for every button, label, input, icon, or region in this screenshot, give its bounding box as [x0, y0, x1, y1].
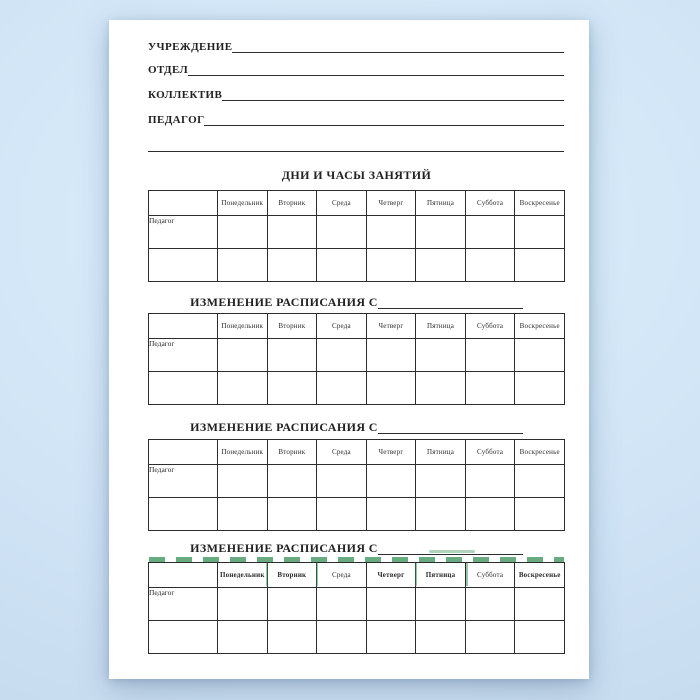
day-header-monday: Понедельник [218, 191, 268, 216]
day-header-sunday: Воскресенье [515, 314, 565, 339]
field-teacher [148, 113, 564, 126]
teacher-row-label: Педагог [149, 588, 218, 621]
day-header-friday: Пятница [416, 563, 466, 588]
empty-cell [218, 498, 268, 531]
section-title-change-3-text: ИЗМЕНЕНИЕ РАСПИСАНИЯ С [190, 541, 378, 555]
empty-cell [465, 621, 515, 654]
empty-cell [218, 588, 268, 621]
table-row [149, 465, 565, 498]
field-extra [148, 139, 564, 152]
table-row [149, 588, 565, 621]
empty-cell [465, 339, 515, 372]
section-title-change-3 [148, 542, 565, 555]
empty-cell [515, 372, 565, 405]
field-department-label: ОТДЕЛ [148, 64, 189, 76]
field-institution-line [232, 39, 564, 53]
empty-cell [515, 339, 565, 372]
empty-cell [218, 465, 268, 498]
corner-cell [149, 440, 218, 465]
section-title-days-hours [148, 169, 565, 182]
empty-cell [267, 249, 317, 282]
empty-cell [465, 498, 515, 531]
empty-cell [515, 465, 565, 498]
field-department [148, 63, 564, 76]
field-collective-label: КОЛЛЕКТИВ [148, 89, 223, 101]
watermark-tick [415, 563, 417, 586]
section-title-change-2-line [378, 423, 523, 434]
day-header-saturday: Суббота [465, 191, 515, 216]
day-header-tuesday: Вторник [267, 563, 317, 588]
empty-cell [218, 249, 268, 282]
field-collective [148, 88, 564, 101]
empty-cell [317, 339, 367, 372]
day-header-tuesday: Вторник [267, 314, 317, 339]
empty-cell [317, 621, 367, 654]
form-sheet [109, 20, 589, 679]
teacher-row-label: Педагог [149, 339, 218, 372]
empty-cell [465, 465, 515, 498]
empty-cell [416, 339, 466, 372]
table-row [149, 563, 565, 588]
empty-cell [416, 498, 466, 531]
table-row [149, 314, 565, 339]
day-header-friday: Пятница [416, 314, 466, 339]
empty-cell [366, 339, 416, 372]
empty-cell [267, 498, 317, 531]
field-institution-label: УЧРЕЖДЕНИЕ [148, 41, 233, 53]
day-header-wednesday: Среда [317, 191, 367, 216]
empty-cell [267, 339, 317, 372]
empty-cell [366, 621, 416, 654]
schedule-table-3 [148, 439, 565, 531]
empty-cell [515, 249, 565, 282]
day-header-wednesday: Среда [317, 314, 367, 339]
day-header-thursday: Четверг [366, 563, 416, 588]
schedule-table-1 [148, 190, 565, 282]
empty-cell [218, 372, 268, 405]
empty-cell [317, 588, 367, 621]
field-extra-line [148, 138, 564, 152]
empty-cell [366, 249, 416, 282]
empty-cell [267, 465, 317, 498]
watermark-dashes [149, 557, 564, 562]
day-header-thursday: Четверг [366, 440, 416, 465]
schedule-table-2 [148, 313, 565, 405]
empty-cell [149, 621, 218, 654]
empty-cell [218, 339, 268, 372]
table-row [149, 249, 565, 282]
table-row [149, 216, 565, 249]
schedule-table-4 [148, 562, 565, 654]
day-header-monday: Понедельник [218, 563, 268, 588]
table-row [149, 621, 565, 654]
empty-cell [416, 372, 466, 405]
table-row [149, 339, 565, 372]
empty-cell [416, 465, 466, 498]
corner-cell [149, 563, 218, 588]
teacher-row-label: Педагог [149, 465, 218, 498]
empty-cell [218, 216, 268, 249]
section-title-change-2 [148, 421, 565, 434]
empty-cell [416, 249, 466, 282]
empty-cell [317, 498, 367, 531]
day-header-monday: Понедельник [218, 440, 268, 465]
empty-cell [416, 621, 466, 654]
empty-cell [366, 465, 416, 498]
section-title-change-1-text: ИЗМЕНЕНИЕ РАСПИСАНИЯ С [190, 295, 378, 309]
corner-cell [149, 314, 218, 339]
empty-cell [149, 498, 218, 531]
empty-cell [515, 216, 565, 249]
day-header-saturday: Суббота [465, 314, 515, 339]
day-header-sunday: Воскресенье [515, 440, 565, 465]
field-collective-line [222, 87, 564, 101]
section-title-days-hours-text: ДНИ И ЧАСЫ ЗАНЯТИЙ [281, 168, 432, 182]
empty-cell [366, 498, 416, 531]
empty-cell [366, 372, 416, 405]
empty-cell [366, 588, 416, 621]
field-institution [148, 40, 564, 53]
field-teacher-line [204, 112, 564, 126]
day-header-friday: Пятница [416, 440, 466, 465]
day-header-saturday: Суббота [465, 440, 515, 465]
watermark-smudge [429, 550, 475, 553]
empty-cell [267, 621, 317, 654]
empty-cell [149, 372, 218, 405]
empty-cell [317, 249, 367, 282]
empty-cell [218, 621, 268, 654]
day-header-thursday: Четверг [366, 314, 416, 339]
section-title-change-2-text: ИЗМЕНЕНИЕ РАСПИСАНИЯ С [190, 420, 378, 434]
empty-cell [317, 372, 367, 405]
watermark-tick [316, 563, 318, 586]
day-header-tuesday: Вторник [267, 440, 317, 465]
day-header-sunday: Воскресенье [515, 563, 565, 588]
empty-cell [317, 465, 367, 498]
day-header-tuesday: Вторник [267, 191, 317, 216]
table-row [149, 191, 565, 216]
field-department-line [188, 62, 564, 76]
empty-cell [416, 216, 466, 249]
day-header-saturday: Суббота [465, 563, 515, 588]
empty-cell [267, 588, 317, 621]
empty-cell [465, 216, 515, 249]
day-header-wednesday: Среда [317, 563, 367, 588]
day-header-monday: Понедельник [218, 314, 268, 339]
empty-cell [267, 216, 317, 249]
table-row [149, 498, 565, 531]
section-title-change-1-line [378, 298, 523, 309]
table-row [149, 440, 565, 465]
empty-cell [317, 216, 367, 249]
table-row [149, 372, 565, 405]
empty-cell [515, 588, 565, 621]
day-header-sunday: Воскресенье [515, 191, 565, 216]
empty-cell [515, 621, 565, 654]
watermark-tick [266, 563, 268, 586]
corner-cell [149, 191, 218, 216]
teacher-row-label: Педагог [149, 216, 218, 249]
day-header-friday: Пятница [416, 191, 466, 216]
empty-cell [416, 588, 466, 621]
field-teacher-label: ПЕДАГОГ [148, 114, 205, 126]
day-header-wednesday: Среда [317, 440, 367, 465]
section-title-change-1 [148, 296, 565, 309]
empty-cell [515, 498, 565, 531]
empty-cell [267, 372, 317, 405]
empty-cell [465, 588, 515, 621]
empty-cell [465, 249, 515, 282]
empty-cell [149, 249, 218, 282]
empty-cell [465, 372, 515, 405]
day-header-thursday: Четверг [366, 191, 416, 216]
watermark-tick [466, 563, 468, 586]
empty-cell [366, 216, 416, 249]
